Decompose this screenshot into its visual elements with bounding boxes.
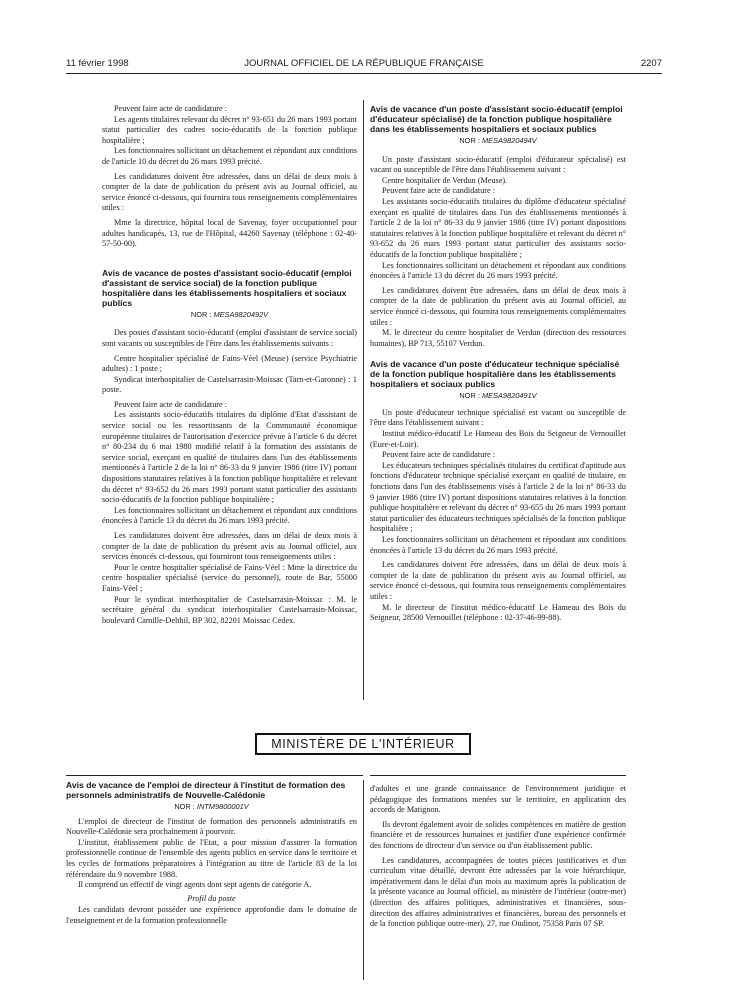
paragraph: M. le directeur de l'institut médico-éducatif Le Hameau des Bois du Seigneur, 28500 Vernouillet (téléphone : 02-37-46-99-88). <box>370 602 626 623</box>
paragraph: Les candidatures doivent être adressées, dans un délai de deux mois à compter de la date de publication du présent avis au Journal officiel, au service énoncé ci-dessous, qui fournira tous renseignements complémentaires utiles : <box>102 171 357 213</box>
notice-title: Avis de vacance de l'emploi de directeur à l'institut de formation des personnels administratifs de Nouvelle-Calédonie <box>66 780 346 800</box>
paragraph: Les assistants socio-éducatifs titulaires du diplôme d'éducateur spécialisé exerçant en qualité de titulaires dans l'un des établissements mentionnés à l'article 2 de la loi n° 86-33 du 9 janvier 1986 (titre IV) portant dispositions statutaires relatives à la fonction publique hospitalière et relevant du décret n° 93-652 du 26 mars 1993 portant statut particulier des assistants socio-éducatifs de la fonction publique hospitalière ; <box>370 196 626 259</box>
paragraph: Un poste d'éducateur technique spécialisé est vacant ou susceptible de l'être dans l'établissement suivant : <box>370 407 626 428</box>
nor-reference: NOR : MESA9820491V <box>459 391 537 401</box>
paragraph: Il comprend un effectif de vingt agents dont sept agents de catégorie A. <box>78 880 312 890</box>
paragraph: Les candidatures doivent être adressées, dans un délai de deux mois à compter de la date de publication du présent avis au Journal officiel, aux services énoncés ci-dessous, qui fourniront tous renseignements utiles : <box>102 531 357 562</box>
ministry-title: MINISTÈRE DE L'INTÉRIEUR <box>271 737 455 751</box>
paragraph: Les candidatures doivent être adressées, dans un délai de deux mois à compter de la date de publication du présent avis au Journal officiel, au service énoncé ci-dessous, qui fournira tous renseignements complémentaires utiles : <box>370 560 626 601</box>
paragraph: Peuvent faire acte de candidature : <box>114 104 227 113</box>
ministry-banner <box>255 733 471 755</box>
column-divider <box>363 100 364 700</box>
paragraph: Les candidats devront posséder une expérience approfondie dans le domaine de l'enseignement et de la formation professionnelle <box>66 905 357 925</box>
notice-title: Avis de vacance d'un poste d'éducateur technique spécialisé de la fonction publique hospitalière dans les établissements hospitaliers et sociaux publics <box>370 359 620 390</box>
subheading: Profil du poste <box>187 893 236 903</box>
paragraph: Les éducateurs techniques spécialisés titulaires du certificat d'aptitude aux fonctions d'éducateur technique spécialisé exerçant en qualité de titulaire, en fonctions dans l'un des établissements visés à l'article 2 de la loi n° 86-33 du 9 janvier 1986 (titre IV) portant dispositions statutaires relatives à la fonction publique hospitalière et relevant du décret n° 93-655 du 26 mars 1993 portant statut particulier des éducateurs techniques spécialisés de la fonction publique hospitalière ; <box>370 460 626 534</box>
section-rule <box>66 775 363 776</box>
paragraph: Syndicat interhospitalier de Castelsarrasin-Moissac (Tarn-et-Garonne) : 1 poste. <box>102 374 357 395</box>
paragraph: Pour le syndicat interhospitalier de Castelsarrasin-Moissac : M. le secrétaire général du syndicat interhospitalier Castelsarrasin-Moissac, boulevard Camille-Delthil, BP 302, 82201 Moissac Cedex. <box>102 594 357 625</box>
paragraph: Les candidatures, accompagnées de toutes pièces justificatives et d'un curriculum vitae détaillé, devront être adressées par la voie hiérarchique, impérativement dans le délai d'un mois au maximum après la publication de la présente vacance au Journal officiel, au ministère de l'intérieur (outre-mer) (direction des affaires politiques, administratives et financières, sous-direction des affaires administratives et financières, bureau des personnels et de la fonction publique outre-mer), 27, rue Oudinot, 75358 Paris 07 SP. <box>370 855 626 929</box>
bottom-right-column <box>370 784 626 930</box>
paragraph: Les assistants socio-éducatifs titulaires du diplôme d'Etat d'assistant de service social ou les ressortissants de la Communauté économique européenne titulaires de l'autorisation d'exercice prévue à l'article 6 du décret n° 80-234 du 6 mai 1980 modifié relatif à la formation des assistants de service social, exerçant en qualité de titulaires dans l'un des établissements mentionnés à l'article 2 de la loi n° 86-33 du 9 janvier 1986 (titre IV) portant dispositions statutaires relatives à la fonction publique hospitalière et relevant du décret n° 93-652 du 26 mars 1993 portant statut particulier des assistants socio-éducatifs de la fonction publique hospitalière ; <box>102 410 357 505</box>
notice-title: Avis de vacance de postes d'assistant socio-éducatif (emploi d'assistant de service social) de la fonction publique hospitalière dans les établissements hospitaliers et sociaux publics <box>102 267 352 308</box>
nor-reference: NOR : INTM9800001V <box>174 802 249 811</box>
nor-reference: NOR : MESA9820494V <box>459 136 537 145</box>
paragraph: Peuvent faire acte de candidature : <box>382 450 495 460</box>
paragraph: Pour le centre hospitalier spécialisé de Fains-Véel : Mme la directrice du centre hospitalier spécialisé (service du personnel), route de Bar, 55000 Fains-Véel ; <box>102 562 357 593</box>
header-rule <box>66 73 662 74</box>
header-date: 11 février 1998 <box>66 58 129 69</box>
paragraph: M. le directeur du centre hospitalier de Verdun (direction des ressources humaines), BP 713, 55107 Verdun. <box>370 328 626 348</box>
nor-reference: NOR : MESA9820492V <box>190 309 269 319</box>
top-right-column <box>370 104 626 624</box>
paragraph: Centre hospitalier spécialisé de Fains-Véel (Meuse) (service Psychiatrie adultes) : 1 poste ; <box>102 353 357 374</box>
bottom-left-column <box>66 780 357 927</box>
paragraph: Des postes d'assistant socio-éducatif (emploi d'assistant de service social) sont vacants ou susceptibles de l'être dans les établissements suivants : <box>102 328 357 348</box>
column-divider <box>363 780 364 980</box>
paragraph: Ils devront également avoir de solides compétences en matière de gestion financière et de ressources humaines et justifier d'une expérience confirmée des fonctions de directeur d'un service ou d'un établissement public. <box>370 819 626 850</box>
paragraph: Institut médico-éducatif Le Hameau des Bois du Seigneur de Vernouillet (Eure-et-Loir). <box>370 429 626 449</box>
notice-title: Avis de vacance d'un poste d'assistant socio-éducatif (emploi d'éducateur spécialisé) de la fonction publique hospitalière dans les établissements hospitaliers et sociaux publics <box>370 104 623 134</box>
paragraph: Centre hospitalier de Verdun (Meuse). <box>382 175 508 185</box>
page-header <box>66 58 662 72</box>
paragraph: d'adultes et une grande connaissance de l'environnement juridique et pédagogique des formations menées sur le territoire, en application des accords de Matignon. <box>370 784 626 815</box>
paragraph: Peuvent faire acte de candidature : <box>114 399 227 409</box>
paragraph: Mme la directrice, hôpital local de Savenay, foyer occupationnel pour adultes handicapés, 13, rue de l'Hôpital, 44260 Savenay (téléphone : 02-40-57-50-00). <box>102 217 357 249</box>
paragraph: Les fonctionnaires sollicitant un détachement et répondant aux conditions énoncées à l'article 13 du décret du 26 mars 1993 précité. <box>102 505 357 526</box>
paragraph: Les candidatures doivent être adressées, dans un délai de deux mois à compter de la date de publication du présent avis au Journal officiel, au service énoncé ci-dessous, qui fournira tous renseignements complémentaires utiles : <box>370 285 626 327</box>
paragraph: Les fonctionnaires sollicitant un détachement et répondant aux conditions énoncées à l'article 13 du décret du 26 mars 1993 précité. <box>370 260 626 281</box>
paragraph: Les agents titulaires relevant du décret n° 93-651 du 26 mars 1993 portant statut particulier des cadres socio-éducatifs de la fonction publique hospitalière ; <box>102 114 357 145</box>
paragraph: Les fonctionnaires sollicitant un détachement et répondant aux conditions énoncées à l'article 13 du décret du 26 mars 1993 précité. <box>370 535 626 555</box>
header-journal-title: JOURNAL OFFICIEL DE LA RÉPUBLIQUE FRANÇAISE <box>244 58 484 69</box>
header-page-number: 2207 <box>640 58 662 69</box>
paragraph: L'institut, établissement public de l'Etat, a pour mission d'assurer la formation professionnelle continue de l'ensemble des agents publics en service dans le territoire et les cycles de formations préparatoires à l'intégration au titre de l'article 83 de la loi référendaire du 9 novembre 1988. <box>66 837 357 879</box>
top-left-column <box>102 104 357 626</box>
paragraph: Un poste d'assistant socio-éducatif (emploi d'éducateur spécialisé) est vacant ou susceptible de l'être dans l'établissement suivant : <box>370 154 626 175</box>
paragraph: L'emploi de directeur de l'institut de formation des personnels administratifs en Nouvelle-Calédonie sera prochainement à pourvoir. <box>66 816 357 837</box>
section-rule <box>370 775 626 776</box>
paragraph: Peuvent faire acte de candidature : <box>382 186 495 196</box>
paragraph: Les fonctionnaires sollicitant un détachement et répondant aux conditions de l'article 10 du décret du 26 mars 1993 précité. <box>102 146 357 166</box>
